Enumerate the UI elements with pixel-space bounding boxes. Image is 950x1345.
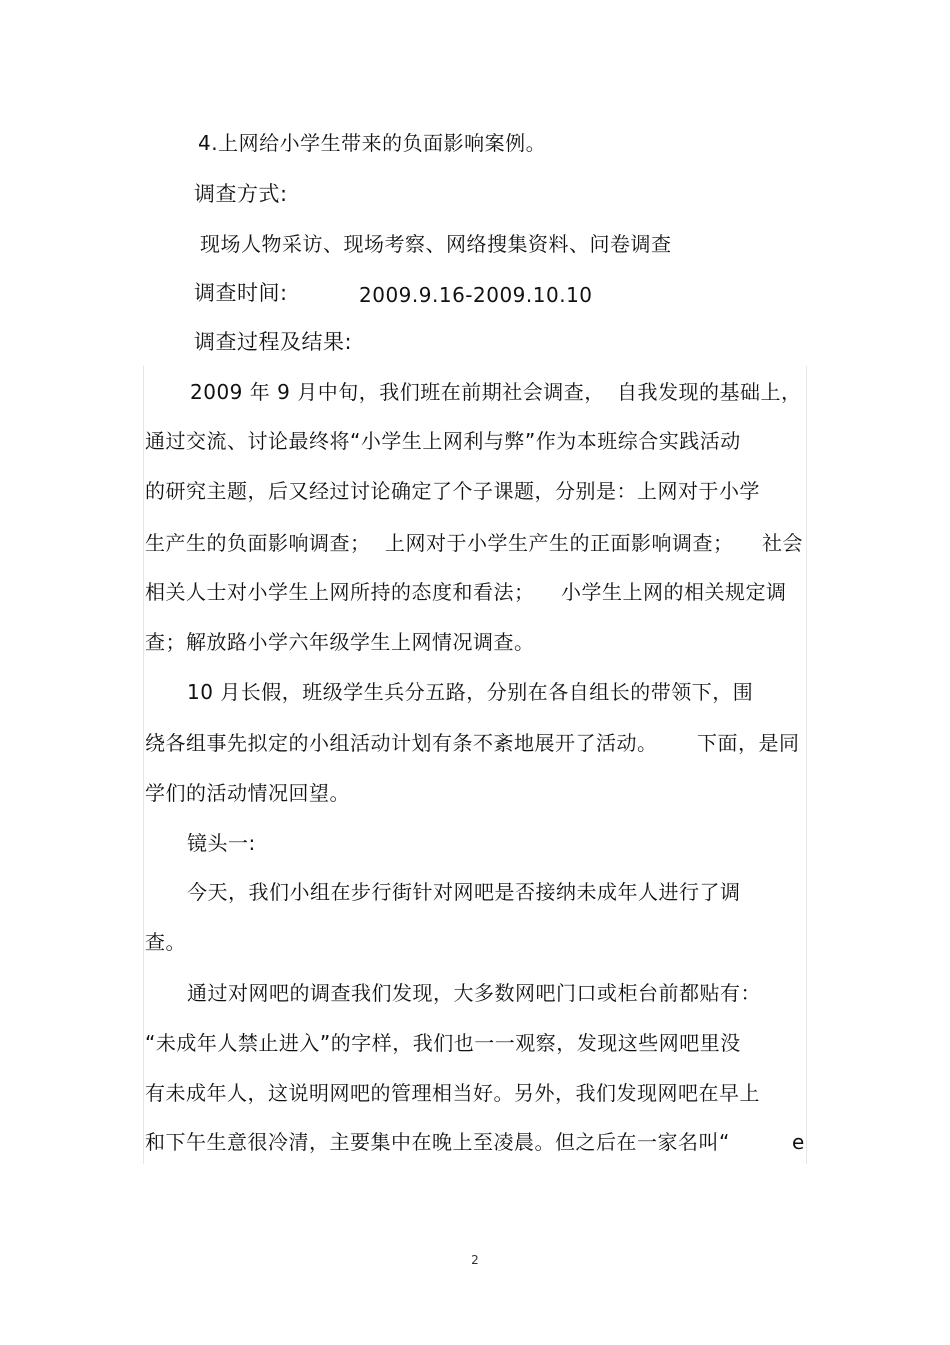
paragraph-1-line-5b: 小学生上网的相关规定调 (561, 580, 787, 604)
paragraph-4-line-1: 通过对网吧的调查我们发现，大多数网吧门口或柜台前都贴有： (187, 981, 761, 1005)
paragraph-2-line-1: 10 月长假，班级学生兵分五路，分别在各自组长的带领下，围 (187, 680, 754, 704)
method-value: 现场人物采访、现场考察、网络搜集资料、问卷调查 (200, 232, 672, 256)
time-label: 调查时间: (194, 281, 288, 305)
paragraph-1-line-3: 的研究主题，后又经过讨论确定了个子课题，分别是：上网对于小学 (145, 479, 760, 503)
paragraph-4-line-4b: e (792, 1130, 805, 1154)
paragraph-1-line-5a: 相关人士对小学生上网所持的态度和看法； (145, 580, 535, 604)
paragraph-3-line-2: 查。 (145, 930, 186, 954)
paragraph-1-line-4b: 上网对于小学生产生的正面影响调查； (385, 531, 734, 555)
shot-1-heading: 镜头一: (187, 831, 256, 855)
paragraph-1-line-1b: 自我发现的基础上， (617, 380, 802, 404)
page-number: 2 (471, 1253, 479, 1267)
paragraph-2-line-2a: 绕各组事先拟定的小组活动计划有条不紊地展开了活动。 (145, 731, 658, 755)
paragraph-4-line-2: “未成年人禁止进入”的字样，我们也一一观察，发现这些网吧里没 (145, 1031, 741, 1055)
paragraph-3-line-1: 今天，我们小组在步行街针对网吧是否接纳未成年人进行了调 (187, 880, 741, 904)
method-label: 调查方式: (194, 182, 288, 206)
paragraph-1-line-2: 通过交流、讨论最终将“小学生上网利与弊”作为本班综合实践活动 (145, 429, 741, 453)
paragraph-4-line-3: 有未成年人，这说明网吧的管理相当好。另外，我们发现网吧在早上 (145, 1081, 760, 1105)
process-label: 调查过程及结果: (194, 330, 353, 354)
paragraph-2-line-3: 学们的活动情况回望。 (145, 781, 350, 805)
paragraph-1-line-1a: 2009 年 9 月中旬，我们班在前期社会调查， (190, 380, 605, 404)
paragraph-4-line-4a: 和下午生意很冷清，主要集中在晚上至凌晨。但之后在一家名叫“ (145, 1130, 730, 1154)
paragraph-2-line-2b: 下面，是同 (697, 731, 800, 755)
paragraph-1-line-4c: 社会 (762, 531, 803, 555)
paragraph-1-line-6: 查；解放路小学六年级学生上网情况调查。 (145, 630, 535, 654)
investigation-item-4: 4.上网给小学生带来的负面影响案例。 (198, 131, 547, 155)
paragraph-1-line-4a: 生产生的负面影响调查； (145, 531, 371, 555)
time-value: 2009.9.16-2009.10.10 (359, 283, 593, 307)
